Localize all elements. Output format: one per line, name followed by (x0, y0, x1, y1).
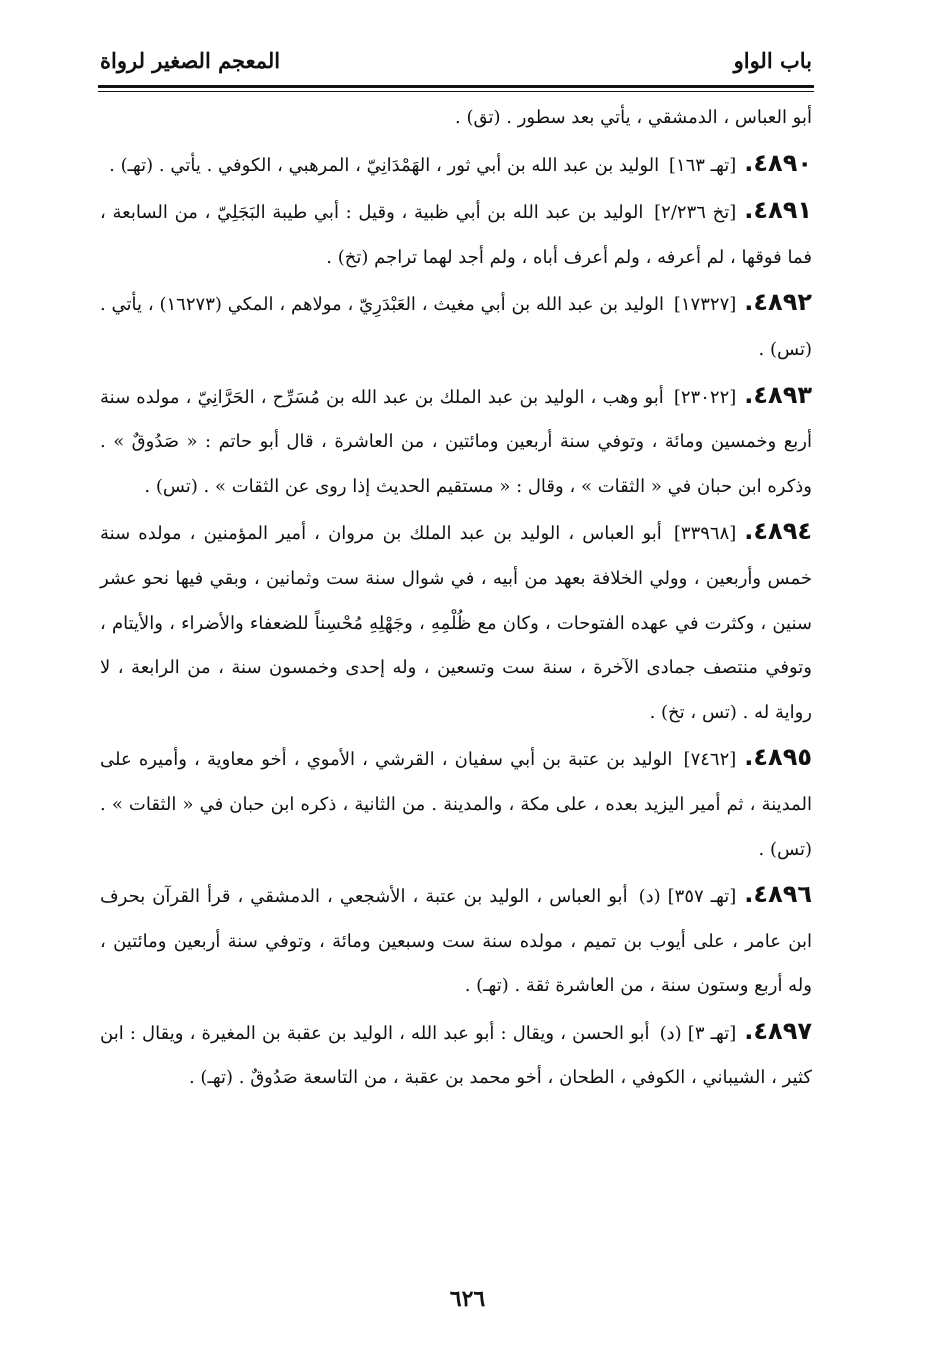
entry-number: ٤٨٩٦. (744, 880, 813, 909)
entry-4892 (100, 280, 812, 372)
entry-4896 (100, 872, 812, 1009)
entry-reference: [٣٣٩٦٨] (673, 523, 737, 545)
entry-number: ٤٨٩٥. (744, 743, 812, 772)
entry-text: الوليد بن عتبة بن أبي سفيان ، القرشي ، الأموي ، أخو معاوية ، وأميره على المدينة ، ثم أمير اليزيد بعده ، على مكة ، والمدينة . من الثانية ، ذكره ابن حبان في « الثقات » . (تس) . (100, 749, 812, 860)
entry-reference: [٧٤٦٢] (683, 749, 737, 771)
page-body (100, 96, 812, 1101)
entry-4891 (100, 188, 812, 280)
entry-text: الوليد بن عبد الله بن أبي ظبية ، وقيل : أبي طيبة البَجَلِيّ ، من السابعة ، فما فوقها ، لم أعرفه ، ولم أعرف أباه ، ولم أجد لهما تراجم (تخ) . (100, 202, 812, 268)
entry-text: الوليد بن عبد الله بن أبي مغيث ، العَبْدَرِيّ ، مولاهم ، المكي (١٦٢٧٣) ، يأتي . (تس) . (100, 294, 812, 360)
entry-reference: [تهـ ٣٥٧] (د) (638, 886, 737, 908)
entry-text: الوليد بن عبد الله بن أبي ثور ، الهَمْدَانِيّ ، المرهبي ، الكوفي . يأتي . (تهـ) . (109, 154, 660, 176)
entry-4890 (100, 141, 812, 189)
entry-number: ٤٨٩٢. (744, 288, 812, 317)
header-chapter-title: باب الواو (733, 47, 812, 73)
entry-number: ٤٨٩٤. (744, 517, 812, 546)
entry-text: أبو العباس ، الوليد بن عتبة ، الأشجعي ، الدمشقي ، قرأ القرآن بحرف ابن عامر ، على أيوب بن تميم ، مولده سنة ست وسبعين ومائة ، وتوفي سنة أربعين ومائتين ، وله أربع وستون سنة ، من العاشرة ثقة . (تهـ) . (100, 886, 812, 997)
entry-reference: [تهـ ٣] (د) (659, 1022, 737, 1044)
entry-4893 (100, 373, 812, 510)
header-rule-thick (98, 85, 814, 88)
entry-text: أبو وهب ، الوليد بن عبد الملك بن عبد الله بن مُسَرِّح ، الحَرَّانِيّ ، مولده سنة أربع وخمسين ومائة ، وتوفي سنة أربعين ومائتين ، من العاشرة ، قال أبو حاتم : « صَدُوقٌ » . وذكره ابن حبان في « الثقات » ، وقال : « مستقيم الحديث إذا روى عن الثقات » . (تس) . (100, 386, 812, 497)
running-header (100, 38, 812, 82)
entry-reference: [٢٣٠٢٢] (673, 386, 737, 408)
entry-text: أبو العباس ، الوليد بن عبد الملك بن مروان ، أمير المؤمنين ، مولده سنة خمس وأربعين ، وولي الخلافة بعهد من أبيه ، في شوال سنة ست وثمانين ، وبقي فيها نحو عشر سنين ، وكثرت في عهده الفتوحات ، وكان مع ظُلْمِهِ ، وجَهْلِهِ مُحْسِناً للضعفاء والأضراء ، والأيتام ، وتوفي منتصف جمادى الآخرة ، سنة ست وتسعين ، وله إحدى وخمسون سنة ، من الرابعة ، لا رواية له . (تس ، تخ) . (100, 523, 812, 723)
header-rule-thin (98, 91, 814, 92)
entry-number: ٤٨٩١. (744, 196, 813, 225)
header-book-title: المعجم الصغير لرواة (100, 47, 281, 73)
entry-reference: [١٧٣٢٧] (673, 294, 737, 316)
entry-4897 (100, 1009, 812, 1101)
entry-number: ٤٨٩٧. (744, 1016, 812, 1045)
entry-reference: [تخ ٢/٢٣٦] (654, 202, 737, 224)
intro-line: أبو العباس ، الدمشقي ، يأتي بعد سطور . (تق) . (455, 107, 812, 128)
entry-4895 (100, 735, 812, 872)
entry-number: ٤٨٩٠. (744, 148, 812, 177)
page-number: ٦٢٦ (449, 1286, 486, 1312)
entry-reference: [تهـ ١٦٣] (668, 154, 737, 176)
entry-text: أبو الحسن ، ويقال : أبو عبد الله ، الوليد بن عقبة بن المغيرة ، ويقال : ابن كثير ، الشيباني ، الكوفي ، الطحان ، أخو محمد بن عقبة ، من التاسعة صَدُوقٌ . (تهـ) . (100, 1022, 812, 1089)
entry-4894 (100, 509, 812, 735)
entry-number: ٤٨٩٣. (744, 380, 812, 409)
